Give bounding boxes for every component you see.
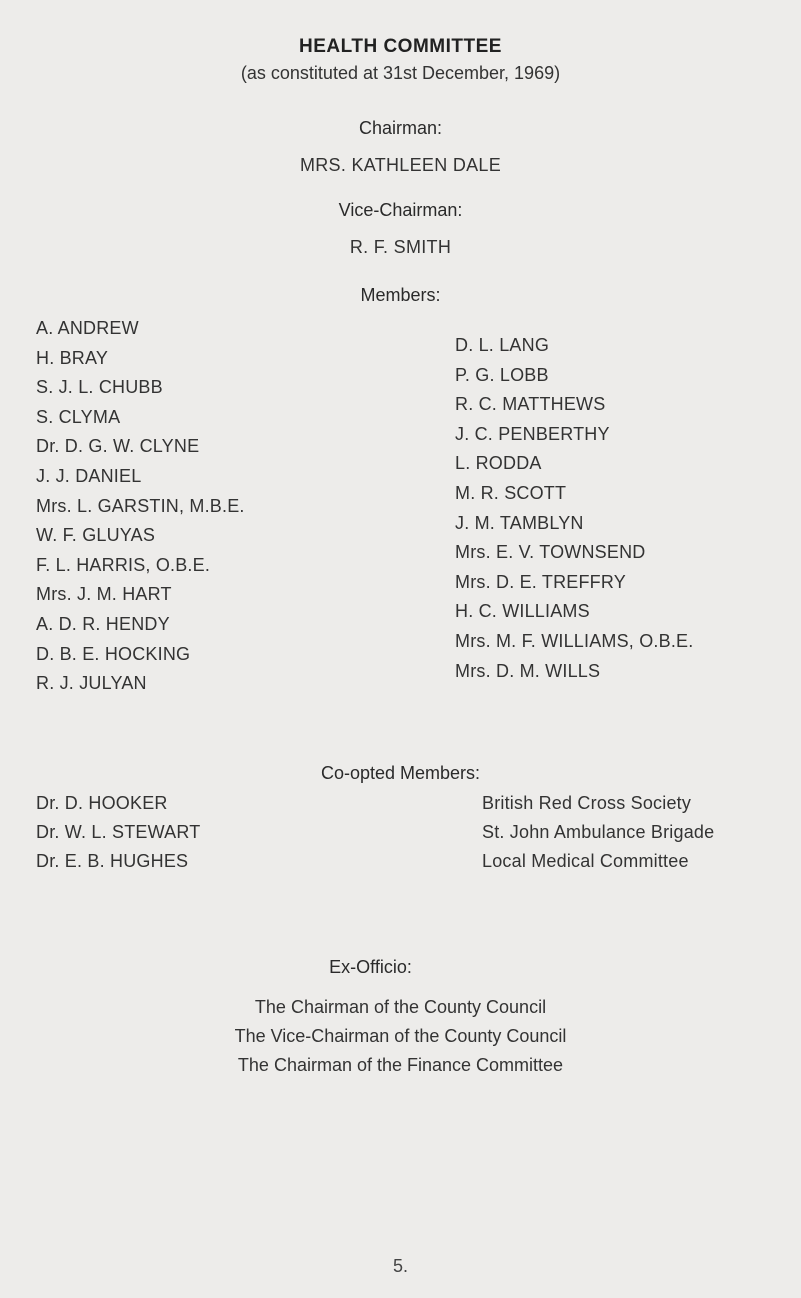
ex-officio-heading: Ex-Officio: [329, 957, 412, 977]
co-opted-member: Dr. E. B. HUGHES [36, 851, 189, 871]
member-item: R. J. JULYAN [36, 673, 147, 694]
page-subtitle: (as constituted at 31st December, 1969) [240, 63, 561, 83]
member-item: H. BRAY [36, 347, 109, 368]
ex-officio-item: The Chairman of the County Council [254, 997, 547, 1017]
member-item: H. C. WILLIAMS [455, 601, 590, 622]
member-item: R. C. MATTHEWS [455, 394, 606, 415]
co-opted-heading: Co-opted Members: [320, 763, 481, 783]
ex-officio-item: The Chairman of the Finance Committee [237, 1055, 564, 1075]
chairman-name: MRS. KATHLEEN DALE [299, 155, 502, 175]
member-item: D. B. E. HOCKING [36, 643, 191, 664]
co-opted-member: Dr. W. L. STEWART [36, 822, 201, 842]
member-item: F. L. HARRIS, O.B.E. [36, 554, 211, 575]
co-opted-organisation: British Red Cross Society [482, 793, 692, 813]
member-item: Mrs. D. M. WILLS [455, 660, 601, 681]
vice-chairman-name: R. F. SMITH [349, 237, 452, 257]
ex-officio-list [0, 993, 801, 1080]
member-item: D. L. LANG [455, 335, 550, 355]
member-item: J. J. DANIEL [36, 465, 142, 486]
members-list-right [455, 331, 693, 686]
co-opted-organisation: St. John Ambulance Brigade [482, 822, 715, 842]
co-opted-organisation: Local Medical Committee [482, 851, 689, 871]
co-opted-organisations [482, 789, 714, 876]
member-item: A. ANDREW [36, 318, 139, 338]
member-item: Mrs. M. F. WILLIAMS, O.B.E. [455, 630, 694, 651]
member-item: L. RODDA [455, 453, 542, 474]
member-item: Mrs. J. M. HART [36, 584, 172, 605]
member-item: Dr. D. G. W. CLYNE [36, 436, 200, 457]
member-item: S. J. L. CHUBB [36, 377, 163, 398]
member-item: S. CLYMA [36, 406, 121, 427]
members-heading: Members: [360, 285, 441, 305]
member-item: J. C. PENBERTHY [455, 423, 610, 444]
member-item: W. F. GLUYAS [36, 525, 156, 546]
co-opted-names [36, 789, 200, 876]
member-item: P. G. LOBB [455, 364, 549, 385]
member-item: M. R. SCOTT [455, 482, 567, 503]
member-item: Mrs. E. V. TOWNSEND [455, 542, 646, 563]
vice-chairman-heading: Vice-Chairman: [338, 200, 463, 220]
ex-officio-item: The Vice-Chairman of the County Council [234, 1026, 567, 1046]
page-number: 5. [392, 1256, 408, 1276]
member-item: Mrs. L. GARSTIN, M.B.E. [36, 495, 245, 516]
chairman-heading: Chairman: [358, 118, 443, 138]
co-opted-member: Dr. D. HOOKER [36, 793, 168, 813]
member-item: Mrs. D. E. TREFFRY [455, 571, 626, 592]
members-list-left [36, 314, 245, 699]
member-item: J. M. TAMBLYN [455, 512, 584, 533]
member-item: A. D. R. HENDY [36, 613, 170, 634]
page-title: HEALTH COMMITTEE [299, 36, 502, 57]
